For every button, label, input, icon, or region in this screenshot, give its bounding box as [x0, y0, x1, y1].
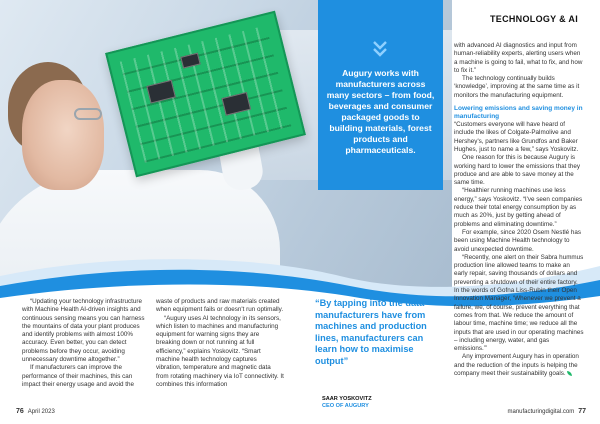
chip [222, 92, 252, 116]
section-tag: TECHNOLOGY & AI [489, 14, 578, 24]
right-column [454, 42, 584, 378]
paragraph: If manufacturers can improve the performance of their machines, this can impact their energy usage and avoid the [22, 364, 135, 388]
leaf-icon [567, 371, 572, 376]
paragraph-text: Any improvement Augury has in operation and the reduction of the inputs is helping the company meet their sustainability goals. [454, 353, 579, 377]
callout-panel [318, 0, 443, 190]
footer-left [16, 408, 55, 415]
page-number-right: 77 [578, 408, 586, 415]
paragraph [454, 353, 584, 378]
double-chevron-down-icon [372, 40, 388, 58]
footer-right [508, 408, 587, 415]
paragraph: “Recently, one alert on their Sabra hummus production line allowed teams to make an early repair, saving thousands of dollars and preventing a shutdown of their entire factory. In the words of Gofna Liss-Rubin their Open Innovation Manager, ‘Whenever we prevent a failure, we, of course, prevent everything that comes from that. We reduce the amount of labour time, machine time; we reduce all the inputs that are used in our operating machines – including energy, water, and gas emissions.’” [454, 253, 584, 353]
paragraph: “Updating your technology infrastructure with Machine Health AI-driven insights and continuous sensing means you can harness the mountains of data your plant produces and identify problems with almost 100% accuracy. Even better, you can detect problems before they occur, avoiding unnecessary downtime altogether.” [22, 298, 145, 364]
chip [146, 80, 176, 104]
bottom-column-2 [156, 298, 284, 389]
chip [180, 53, 200, 69]
quote-attribution [322, 396, 372, 410]
paragraph: “Customers everyone will have heard of include the likes of Colgate-Palmolive and Hershey's, partners like Grundfos and Baker Hughes, just to name a few,” says Yoskovitz. [454, 121, 579, 153]
quote-author-name: SAAR YOSKOVITZ [322, 396, 372, 402]
page-number-left: 76 [16, 408, 24, 415]
safety-glasses [74, 108, 102, 120]
bottom-column-1 [22, 298, 150, 389]
quote-author-role: CEO OF AUGURY [322, 403, 369, 409]
site-url[interactable]: manufacturingdigital.com [507, 409, 575, 415]
paragraph: with advanced AI diagnostics and input from human-reliability experts, alerting users when a machine is going to fail, what to fix, and how to fix it.” [454, 42, 583, 74]
paragraph: waste of products and raw materials created when equipment fails or doesn't run optimally. [156, 298, 284, 314]
paragraph: “Healthier running machines use less energy,” says Yoskovitz. “I've seen companies reduce their total energy consumption by as much as 20%, just by getting ahead of problems and eliminating downtime.” [454, 187, 583, 228]
subheading: Lowering emissions and saving money in manufacturing [454, 105, 583, 121]
paragraph: “Augury uses AI technology in its sensors, which listen to machines and manufacturing equipment for warning signs they are breaking down or not running at full efficiency,” explains Yoskovitz. “Smart machine health technology captures vibration, temperature and magnetic data from rotating machinery via IoT connectivity. It combines this information [156, 314, 284, 388]
scientist-face [22, 80, 104, 190]
callout-text: Augury works with manufacturers across many sectors – from food, beverages and consumer packaged goods to building materials, forest products and pharmaceuticals. [326, 68, 435, 155]
issue-date: April 2023 [27, 409, 55, 415]
paragraph: One reason for this is because Augury is working hard to lower the emissions that they produce and are able to save money at the same time. [454, 154, 580, 187]
pull-quote: “By tapping into the data manufacturers have from machines and production lines, manufacturers can learn how to maximise output” [315, 298, 427, 366]
paragraph: For example, since 2020 Osem Nestlé has been using Machine Health technology to avoid unexpected downtime. [454, 228, 581, 253]
paragraph: The technology continually builds ‘knowledge’, improving at the same time as it monitors the manufacturing equipment. [454, 75, 580, 99]
